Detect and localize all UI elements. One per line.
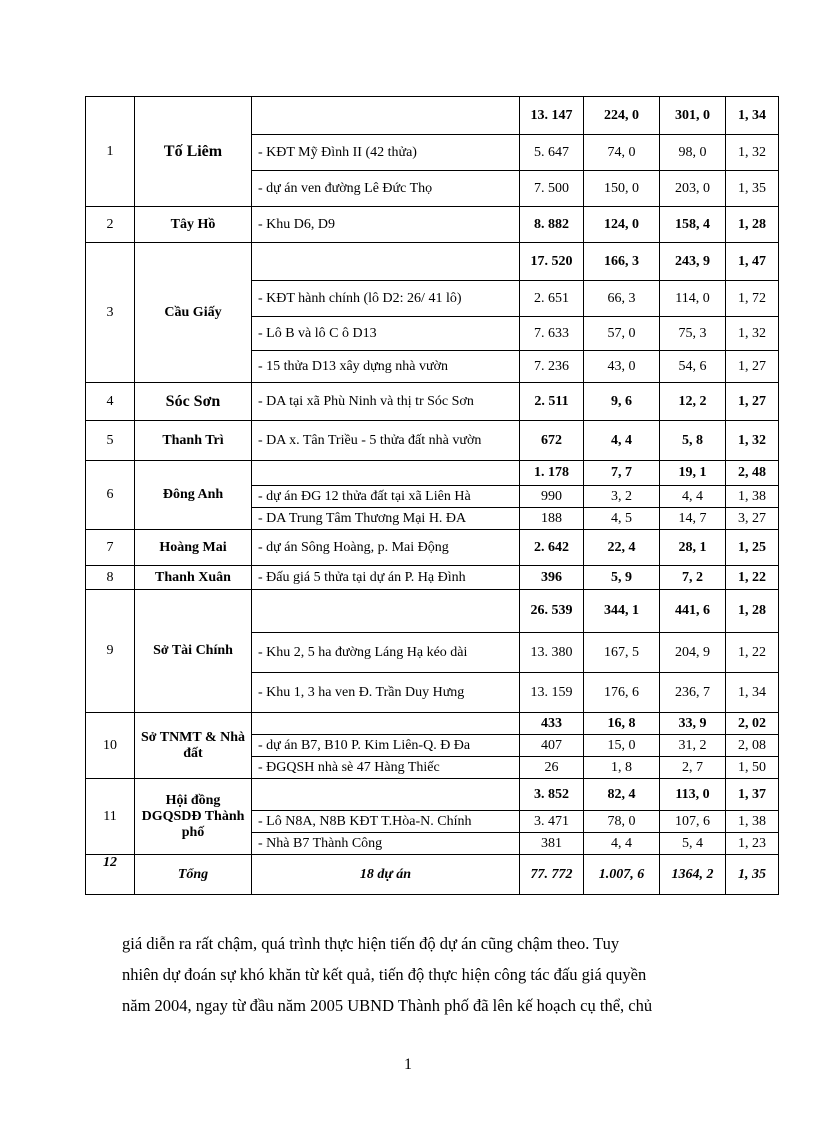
value-result-cell: 158, 4 (660, 207, 726, 243)
value-start-cell: 74, 0 (584, 135, 660, 171)
value-result-cell: 236, 7 (660, 673, 726, 713)
ratio-cell: 1, 28 (726, 590, 779, 633)
value-result-cell: 301, 0 (660, 97, 726, 135)
district-name-cell: Tố Liêm (135, 97, 252, 207)
row-number-cell: 4 (86, 383, 135, 421)
value-result-cell: 19, 1 (660, 461, 726, 486)
area-cell: 8. 882 (520, 207, 584, 243)
ratio-cell: 1, 23 (726, 833, 779, 855)
table-row (86, 590, 779, 633)
value-start-cell: 7, 7 (584, 461, 660, 486)
value-result-cell: 204, 9 (660, 633, 726, 673)
value-start-cell: 3, 2 (584, 486, 660, 508)
value-start-cell: 4, 5 (584, 508, 660, 530)
area-cell: 3. 471 (520, 811, 584, 833)
value-result-cell: 5, 8 (660, 421, 726, 461)
table-row (86, 421, 779, 461)
area-cell: 990 (520, 486, 584, 508)
ratio-cell: 2, 02 (726, 713, 779, 735)
area-cell: 26 (520, 757, 584, 779)
value-result-cell: 28, 1 (660, 530, 726, 566)
project-desc-cell (252, 779, 520, 811)
ratio-cell: 1, 28 (726, 207, 779, 243)
project-desc-cell (252, 97, 520, 135)
table-row (86, 566, 779, 590)
value-start-cell: 78, 0 (584, 811, 660, 833)
district-name-cell: Đông Anh (135, 461, 252, 530)
paragraph-line: giá diễn ra rất chậm, quá trình thực hiện tiến độ dự án cũng chậm theo. Tuy (122, 934, 620, 953)
project-desc-cell: - DA x. Tân Triều - 5 thửa đất nhà vườn (252, 421, 520, 461)
value-result-cell: 7, 2 (660, 566, 726, 590)
district-name-cell: Cầu Giấy (135, 243, 252, 383)
area-cell: 672 (520, 421, 584, 461)
project-desc-cell: - Khu 1, 3 ha ven Đ. Trần Duy Hưng (252, 673, 520, 713)
area-cell: 2. 511 (520, 383, 584, 421)
total-label-cell: Tổng (135, 855, 252, 895)
value-start-cell: 5, 9 (584, 566, 660, 590)
value-start-cell: 1, 8 (584, 757, 660, 779)
table-row (86, 207, 779, 243)
table-row (86, 383, 779, 421)
value-start-cell: 344, 1 (584, 590, 660, 633)
ratio-cell: 1, 25 (726, 530, 779, 566)
ratio-cell: 1, 47 (726, 243, 779, 281)
project-desc-cell (252, 461, 520, 486)
project-desc-cell (252, 243, 520, 281)
ratio-cell: 3, 27 (726, 508, 779, 530)
project-desc-cell: - Lô B và lô C ô D13 (252, 317, 520, 351)
table-row (86, 530, 779, 566)
area-cell: 1. 178 (520, 461, 584, 486)
area-cell: 396 (520, 566, 584, 590)
district-name-cell: Hội đồng DGQSDĐ Thành phố (135, 779, 252, 855)
row-number-cell: 11 (86, 779, 135, 855)
value-result-cell: 107, 6 (660, 811, 726, 833)
area-cell: 2. 651 (520, 281, 584, 317)
area-cell: 13. 380 (520, 633, 584, 673)
ratio-cell: 1, 38 (726, 486, 779, 508)
district-name-cell: Tây Hồ (135, 207, 252, 243)
area-cell: 7. 236 (520, 351, 584, 383)
project-desc-cell (252, 713, 520, 735)
value-start-cell: 150, 0 (584, 171, 660, 207)
value-result-cell: 114, 0 (660, 281, 726, 317)
value-start-cell: 15, 0 (584, 735, 660, 757)
table-row (86, 461, 779, 486)
ratio-cell: 1, 35 (726, 171, 779, 207)
total-value-result-cell: 1364, 2 (660, 855, 726, 895)
total-area-cell: 77. 772 (520, 855, 584, 895)
row-number-cell: 2 (86, 207, 135, 243)
project-desc-cell: - KĐT hành chính (lô D2: 26/ 41 lô) (252, 281, 520, 317)
district-name-cell: Sở Tài Chính (135, 590, 252, 713)
area-cell: 381 (520, 833, 584, 855)
value-start-cell: 82, 4 (584, 779, 660, 811)
area-cell: 433 (520, 713, 584, 735)
value-result-cell: 98, 0 (660, 135, 726, 171)
project-desc-cell: - dự án ven đường Lê Đức Thọ (252, 171, 520, 207)
value-start-cell: 176, 6 (584, 673, 660, 713)
ratio-cell: 1, 34 (726, 673, 779, 713)
value-start-cell: 57, 0 (584, 317, 660, 351)
value-result-cell: 33, 9 (660, 713, 726, 735)
ratio-cell: 1, 38 (726, 811, 779, 833)
row-number-cell: 9 (86, 590, 135, 713)
value-result-cell: 4, 4 (660, 486, 726, 508)
project-desc-cell: - 15 thửa D13 xây dựng nhà vườn (252, 351, 520, 383)
row-number-cell: 5 (86, 421, 135, 461)
project-desc-cell: - dự án ĐG 12 thửa đất tại xã Liên Hà (252, 486, 520, 508)
total-row (86, 855, 779, 895)
value-result-cell: 203, 0 (660, 171, 726, 207)
value-start-cell: 166, 3 (584, 243, 660, 281)
value-result-cell: 14, 7 (660, 508, 726, 530)
project-desc-cell (252, 590, 520, 633)
value-start-cell: 224, 0 (584, 97, 660, 135)
row-number-cell: 7 (86, 530, 135, 566)
value-result-cell: 54, 6 (660, 351, 726, 383)
area-cell: 13. 147 (520, 97, 584, 135)
project-desc-cell: - Lô N8A, N8B KĐT T.Hòa-N. Chính (252, 811, 520, 833)
area-cell: 5. 647 (520, 135, 584, 171)
area-cell: 2. 642 (520, 530, 584, 566)
value-start-cell: 9, 6 (584, 383, 660, 421)
project-desc-cell: - Nhà B7 Thành Công (252, 833, 520, 855)
area-cell: 7. 500 (520, 171, 584, 207)
ratio-cell: 1, 37 (726, 779, 779, 811)
ratio-cell: 1, 27 (726, 383, 779, 421)
row-number-cell: 1 (86, 97, 135, 207)
total-number-cell: 12 (86, 855, 135, 895)
value-result-cell: 5, 4 (660, 833, 726, 855)
project-desc-cell: - Khu D6, D9 (252, 207, 520, 243)
district-name-cell: Hoàng Mai (135, 530, 252, 566)
ratio-cell: 1, 72 (726, 281, 779, 317)
project-desc-cell: - ĐGQSH nhà sè 47 Hàng Thiếc (252, 757, 520, 779)
value-result-cell: 75, 3 (660, 317, 726, 351)
value-start-cell: 16, 8 (584, 713, 660, 735)
row-number-cell: 8 (86, 566, 135, 590)
district-name-cell: Sóc Sơn (135, 383, 252, 421)
project-desc-cell: - dự án B7, B10 P. Kim Liên-Q. Đ Đa (252, 735, 520, 757)
value-start-cell: 66, 3 (584, 281, 660, 317)
value-result-cell: 113, 0 (660, 779, 726, 811)
district-name-cell: Thanh Xuân (135, 566, 252, 590)
value-start-cell: 4, 4 (584, 833, 660, 855)
value-result-cell: 31, 2 (660, 735, 726, 757)
district-name-cell: Thanh Trì (135, 421, 252, 461)
area-cell: 17. 520 (520, 243, 584, 281)
row-number-cell: 6 (86, 461, 135, 530)
value-result-cell: 12, 2 (660, 383, 726, 421)
ratio-cell: 2, 48 (726, 461, 779, 486)
auction-table (85, 96, 779, 895)
value-start-cell: 124, 0 (584, 207, 660, 243)
ratio-cell: 1, 22 (726, 633, 779, 673)
total-ratio-cell: 1, 35 (726, 855, 779, 895)
ratio-cell: 1, 34 (726, 97, 779, 135)
project-desc-cell: - DA tại xã Phù Ninh và thị tr Sóc Sơn (252, 383, 520, 421)
table-row (86, 713, 779, 735)
table-row (86, 97, 779, 135)
ratio-cell: 1, 50 (726, 757, 779, 779)
area-cell: 13. 159 (520, 673, 584, 713)
total-desc-cell: 18 dự án (252, 855, 520, 895)
area-cell: 7. 633 (520, 317, 584, 351)
ratio-cell: 2, 08 (726, 735, 779, 757)
district-name-cell: Sở TNMT & Nhà đất (135, 713, 252, 779)
value-result-cell: 243, 9 (660, 243, 726, 281)
row-number-cell: 3 (86, 243, 135, 383)
ratio-cell: 1, 32 (726, 135, 779, 171)
value-start-cell: 22, 4 (584, 530, 660, 566)
value-result-cell: 441, 6 (660, 590, 726, 633)
area-cell: 3. 852 (520, 779, 584, 811)
ratio-cell: 1, 22 (726, 566, 779, 590)
project-desc-cell: - DA Trung Tâm Thương Mại H. ĐA (252, 508, 520, 530)
ratio-cell: 1, 32 (726, 317, 779, 351)
project-desc-cell: - dự án Sông Hoàng, p. Mai Động (252, 530, 520, 566)
value-start-cell: 43, 0 (584, 351, 660, 383)
value-start-cell: 167, 5 (584, 633, 660, 673)
ratio-cell: 1, 27 (726, 351, 779, 383)
value-start-cell: 4, 4 (584, 421, 660, 461)
page-number: 1 (404, 1056, 412, 1073)
ratio-cell: 1, 32 (726, 421, 779, 461)
body-paragraph (122, 928, 772, 1021)
table-row (86, 243, 779, 281)
project-desc-cell: - Đấu giá 5 thửa tại dự án P. Hạ Đình (252, 566, 520, 590)
area-cell: 188 (520, 508, 584, 530)
area-cell: 26. 539 (520, 590, 584, 633)
table-row (86, 779, 779, 811)
row-number-cell: 10 (86, 713, 135, 779)
paragraph-line: năm 2004, ngay từ đầu năm 2005 UBND Thành phố đã lên kế hoạch cụ thể, chủ (122, 996, 653, 1015)
project-desc-cell: - KĐT Mỹ Đình II (42 thửa) (252, 135, 520, 171)
area-cell: 407 (520, 735, 584, 757)
total-value-start-cell: 1.007, 6 (584, 855, 660, 895)
project-desc-cell: - Khu 2, 5 ha đường Láng Hạ kéo dài (252, 633, 520, 673)
paragraph-line: nhiên dự đoán sự khó khăn từ kết quả, tiến độ thực hiện công tác đấu giá quyền (122, 965, 647, 984)
value-result-cell: 2, 7 (660, 757, 726, 779)
